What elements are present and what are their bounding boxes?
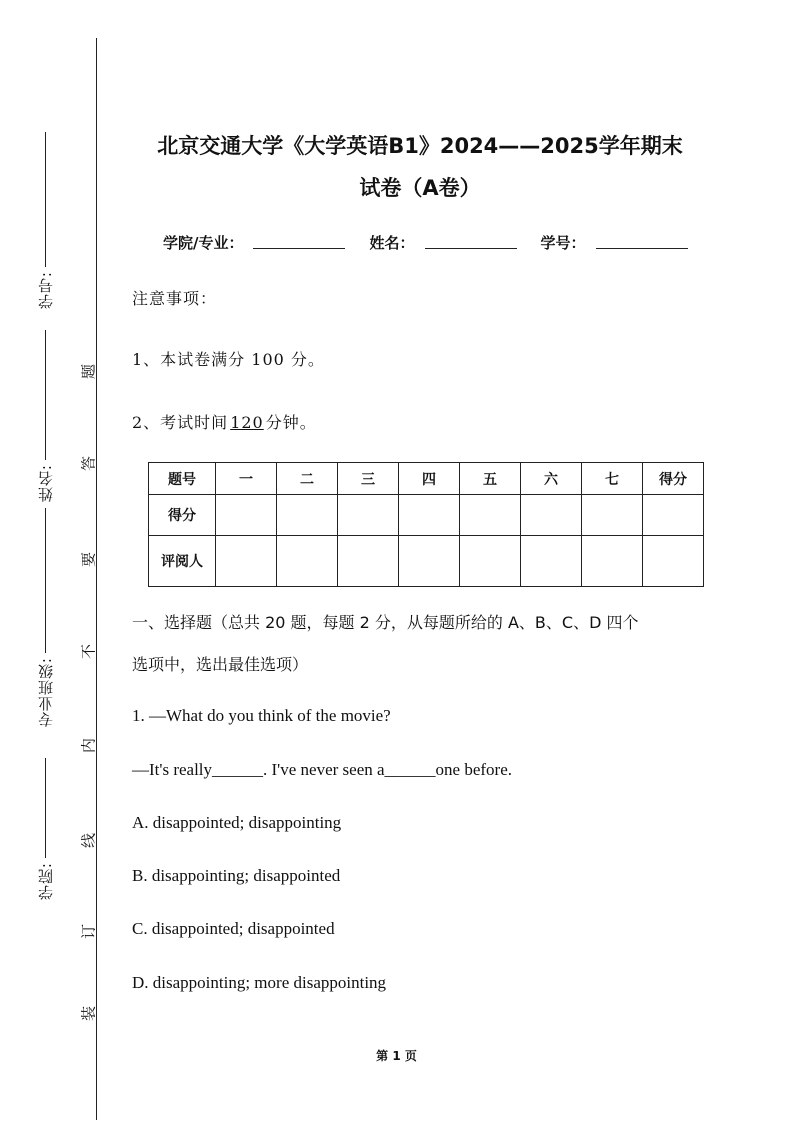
table-header-cell: 五 <box>460 463 521 495</box>
score-table-row-reviewer <box>149 536 704 587</box>
table-header-cell: 得分 <box>643 463 704 495</box>
score-table <box>148 462 704 587</box>
margin-field-college <box>30 758 60 900</box>
cut-line-char: 线 <box>79 833 98 849</box>
student-info-line <box>163 232 688 253</box>
score-table-row-score <box>149 495 704 536</box>
margin-field-label: 专业班级: <box>36 657 55 728</box>
note-item-1: 1、本试卷满分 100 分。 <box>132 350 325 369</box>
cut-line-char: 答 <box>79 456 98 472</box>
note-item-2-suffix: 分钟。 <box>265 413 317 432</box>
margin-field-line <box>45 508 46 653</box>
name-field[interactable] <box>425 232 517 249</box>
cut-line-char: 装 <box>79 1006 98 1022</box>
notes-heading: 注意事项： <box>132 289 218 308</box>
page-number: 第 1 页 <box>376 1049 417 1063</box>
margin-field-line <box>45 330 46 460</box>
table-header-cell: 一 <box>216 463 277 495</box>
score-cell[interactable] <box>338 495 399 536</box>
binding-line <box>96 38 97 1120</box>
score-table-header-row <box>149 463 704 495</box>
table-header-cell: 四 <box>399 463 460 495</box>
margin-field-major-class <box>30 508 60 727</box>
score-cell[interactable] <box>277 495 338 536</box>
margin-field-label: 姓名: <box>36 464 55 503</box>
reviewer-cell[interactable] <box>582 536 643 587</box>
margin-field-label: 学院: <box>36 862 55 901</box>
student-id-label: 学号： <box>540 234 586 252</box>
student-id-field[interactable] <box>596 232 688 249</box>
cut-line-char: 题 <box>79 364 98 380</box>
score-cell[interactable] <box>216 495 277 536</box>
note-item-2 <box>132 410 317 433</box>
margin-field-line <box>45 132 46 267</box>
question-1-option-c: C. disappointed; disappointed <box>132 919 335 938</box>
question-1-stem: 1. —What do you think of the movie? <box>132 706 391 725</box>
table-row-label: 评阅人 <box>149 536 216 587</box>
cut-line-char: 要 <box>79 552 98 568</box>
margin-field-label: 学号: <box>36 271 55 310</box>
table-header-cell: 七 <box>582 463 643 495</box>
section-1-heading: 一、选择题（总共 20 题，每题 2 分，从每题所给的 A、B、C、D 四个 <box>132 613 639 632</box>
table-row-label: 得分 <box>149 495 216 536</box>
cut-line-char: 内 <box>79 738 98 754</box>
exam-title: 北京交通大学《大学英语B1》2024——2025学年期末 <box>157 134 683 158</box>
exam-duration-value: 120 <box>230 413 264 432</box>
cut-line-char: 订 <box>79 924 98 940</box>
table-header-cell: 六 <box>521 463 582 495</box>
reviewer-cell[interactable] <box>216 536 277 587</box>
margin-field-name <box>30 330 60 502</box>
score-cell[interactable] <box>582 495 643 536</box>
question-1-option-a: A. disappointed; disappointing <box>132 813 342 832</box>
table-header-cell: 题号 <box>149 463 216 495</box>
college-major-label: 学院/专业： <box>163 234 244 252</box>
question-1-option-d: D. disappointing; more disappointing <box>132 973 387 992</box>
section-1-heading-cont: 选项中，选出最佳选项） <box>132 655 309 674</box>
score-cell[interactable] <box>460 495 521 536</box>
score-cell[interactable] <box>521 495 582 536</box>
reviewer-cell[interactable] <box>643 536 704 587</box>
reviewer-cell[interactable] <box>460 536 521 587</box>
margin-field-student-id <box>30 132 60 309</box>
reviewer-cell[interactable] <box>338 536 399 587</box>
exam-subtitle: 试卷（A卷） <box>359 176 481 200</box>
question-1-option-b: B. disappointing; disappointed <box>132 866 341 885</box>
college-major-field[interactable] <box>253 232 345 249</box>
table-header-cell: 二 <box>277 463 338 495</box>
reviewer-cell[interactable] <box>521 536 582 587</box>
table-header-cell: 三 <box>338 463 399 495</box>
score-cell[interactable] <box>643 495 704 536</box>
note-item-2-prefix: 2、考试时间 <box>132 413 229 432</box>
score-cell[interactable] <box>399 495 460 536</box>
reviewer-cell[interactable] <box>277 536 338 587</box>
cut-line-char: 不 <box>79 644 98 660</box>
reviewer-cell[interactable] <box>399 536 460 587</box>
question-1-stem-cont: —It's really______. I've never seen a______one before. <box>132 760 512 779</box>
margin-field-line <box>45 758 46 858</box>
name-label: 姓名： <box>369 234 415 252</box>
